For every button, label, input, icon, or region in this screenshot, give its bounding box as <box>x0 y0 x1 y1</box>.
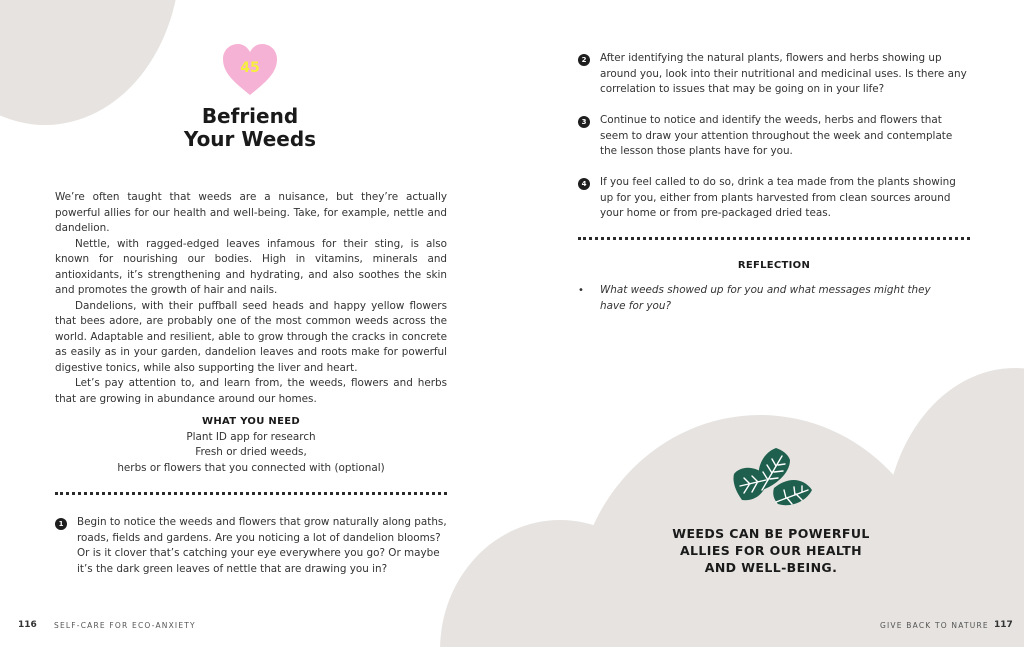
title-line-1: Befriend <box>201 104 299 128</box>
need-item: Plant ID app for research <box>186 430 316 443</box>
step-number-badge: 2 <box>578 54 590 66</box>
step-text: After identifying the natural plants, flowers and herbs showing up around you, look into their nutritional and medicinal uses. Is there any correlation to issues that may be going on in your life? <box>600 52 967 95</box>
intro-paragraph: We’re often taught that weeds are a nuisance, but they’re actually powerful allies for our health and well-being. Take, for example, nettle and dandelion. <box>55 191 447 234</box>
need-item: herbs or flowers that you connected with (optional) <box>117 461 385 474</box>
page-number-left: 116 <box>18 620 37 630</box>
pull-quote-line: AND WELL-BEING. <box>704 560 838 575</box>
step-text: If you feel called to do so, drink a tea made from the plants showing up for you, either from plants harvested from clean sources around your home or from pre-packaged dried teas. <box>600 176 956 219</box>
what-you-need-section <box>55 414 447 476</box>
step-text: Begin to notice the weeds and flowers that grow naturally along paths, roads, fields and gardens. Are you noticing a lot of dandelion blooms? Or is it clover that’s catching your eye everywhere you go? Or maybe it’s the dark green leaves of nettle that are drawing you in? <box>77 516 447 575</box>
step-number-badge: 4 <box>578 178 590 190</box>
reflection-heading: REFLECTION <box>737 260 811 271</box>
dotted-divider <box>578 237 970 240</box>
pull-quote <box>660 525 882 576</box>
intro-paragraph: Nettle, with ragged-edged leaves infamous for their sting, is also known for nourishing our bodies. High in vitamins, minerals and antioxidants, it’s strengthening and hydrating, and also soothes the skin and promotes the growth of hair and nails. <box>55 237 447 296</box>
step-number-badge: 3 <box>578 116 590 128</box>
page-number-right: 117 <box>994 620 1013 630</box>
bullet-icon: • <box>578 285 584 296</box>
activity-number: 45 <box>240 60 260 76</box>
step-text: Continue to notice and identify the weeds, herbs and flowers that seem to draw your attention throughout the week and contemplate the lesson those plants have for you. <box>600 114 953 157</box>
page-title <box>160 105 340 151</box>
title-line-2: Your Weeds <box>183 127 317 151</box>
dotted-divider <box>55 492 447 495</box>
running-footer-right: GIVE BACK TO NATURE <box>880 621 989 630</box>
what-you-need-heading: WHAT YOU NEED <box>202 416 300 427</box>
pull-quote-line: ALLIES FOR OUR HEALTH <box>679 543 862 558</box>
running-footer-left: SELF-CARE FOR ECO-ANXIETY <box>54 621 196 630</box>
activity-number-badge <box>222 44 278 96</box>
pull-quote-line: WEEDS CAN BE POWERFUL <box>672 526 870 541</box>
background-blob-top-left <box>0 0 180 125</box>
step-number-badge: 1 <box>55 518 67 530</box>
need-item: Fresh or dried weeds, <box>195 446 307 458</box>
intro-paragraph: Let’s pay attention to, and learn from, the weeds, flowers and herbs that are growing in abundance around our homes. <box>55 377 447 405</box>
reflection-question: What weeds showed up for you and what messages might they have for you? <box>600 284 931 312</box>
intro-paragraph: Dandelions, with their puffball seed heads and happy yellow flowers that bees adore, are probably one of the most common weeds across the world. Adaptable and resilient, able to grow through the cracks in concrete as easily as in your garden, dandelion leaves and roots make for powerful digestive tonics, while also supporting the liver and heart. <box>55 299 447 374</box>
leaf-icon <box>732 444 814 514</box>
intro-text <box>55 190 447 407</box>
